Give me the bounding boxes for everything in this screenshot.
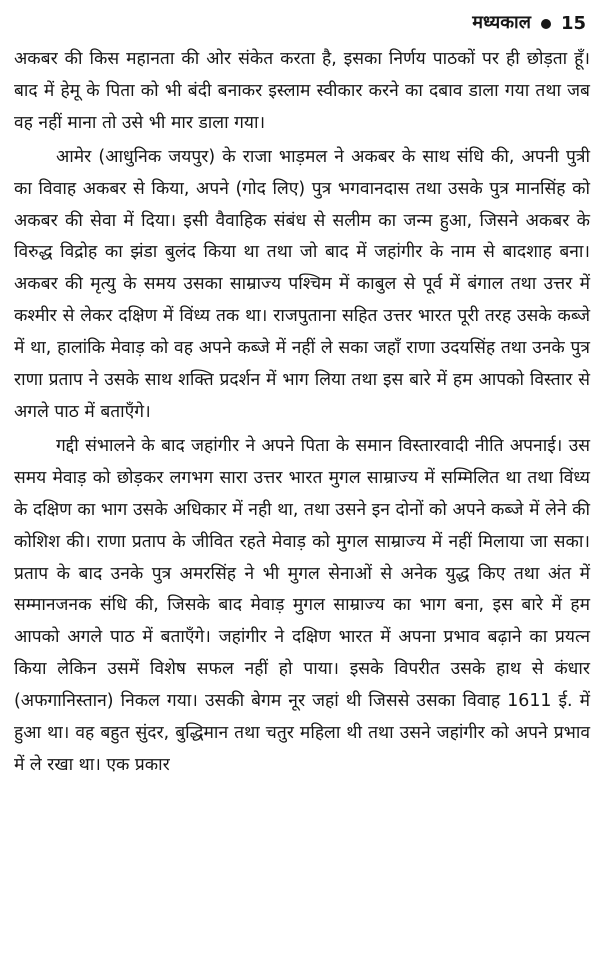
running-head	[14, 0, 590, 34]
body-text	[14, 44, 590, 782]
page-number: 15	[560, 13, 586, 34]
paragraph-2: आमेर (आधुनिक जयपुर) के राजा भाड़मल ने अकबर के साथ संधि की, अपनी पुत्री का विवाह अकबर से किया, अपने (गोद लिए) पुत्र भगवानदास तथा उसके पुत्र मानसिंह को अकबर की सेवा में दिया। इसी वैवाहिक संबंध से सलीम का जन्म हुआ, जिसने अकबर के विरुद्ध विद्रोह का झंडा बुलंद किया था तथा जो बाद में जहांगीर के नाम से बादशाह बना। अकबर की मृत्यु के समय उसका साम्राज्य पश्चिम में काबुल से पूर्व में बंगाल तथा उत्तर में कश्मीर से लेकर दक्षिण में विंध्य तक था। राजपुताना सहित उत्तर भारत पूरी तरह उसके कब्जे में था, हालांकि मेवाड़ को वह अपने कब्जे में नहीं ले सका जहाँ राणा उदयसिंह तथा उनके पुत्र राणा प्रताप ने उसके साथ शक्ति प्रदर्शन में भाग लिया तथा इस बारे में हम आपको विस्तार से अगले पाठ में बताएँगे।	[14, 146, 590, 422]
paragraph-3: गद्दी संभालने के बाद जहांगीर ने अपने पिता के समान विस्तारवादी नीति अपनाई। उस समय मेवाड़ को छोड़कर लगभग सारा उत्तर भारत मुगल साम्राज्य में सम्मिलित था तथा विंध्य के दक्षिण का भाग उसके अधिकार में नही था, तथा उसने इन दोनों को अपने कब्जे में लेने की कोशिश की। राणा प्रताप के जीवित रहते मेवाड़ को मुगल साम्राज्य में नहीं मिलाया जा सका। प्रताप के बाद उनके पुत्र अमरसिंह ने भी मुगल सेनाओं से अनेक युद्ध किए तथा अंत में सम्मानजनक संधि की, जिसके बाद मेवाड़ मुगल साम्राज्य का भाग बना, इस बारे में हम आपको अगले पाठ में बताएँगे। जहांगीर ने दक्षिण भारत में अपना प्रभाव बढ़ाने का प्रयत्न किया लेकिन उसमें विशेष सफल नहीं हो पाया। इसके विपरीत उसके हाथ से कंधार (अफगानिस्तान) निकल गया। उसकी बेगम नूर जहां थी जिससे उसका विवाह 1611 ई. में हुआ था। वह बहुत सुंदर, बुद्धिमान तथा चतुर महिला थी तथा उसने जहांगीर को अपने प्रभाव में ले रखा था। एक प्रकार	[14, 435, 590, 775]
paragraph-1: अकबर की किस महानता की ओर संकेत करता है, इसका निर्णय पाठकों पर ही छोड़ता हूँ। बाद में हेमू के पिता को भी बंदी बनाकर इस्लाम स्वीकार करने का दबाव डाला गया तथा जब वह नहीं माना तो उसे भी मार डाला गया।	[14, 49, 590, 133]
chapter-title: मध्यकाल	[472, 12, 531, 33]
bullet-dot-icon	[541, 19, 551, 29]
